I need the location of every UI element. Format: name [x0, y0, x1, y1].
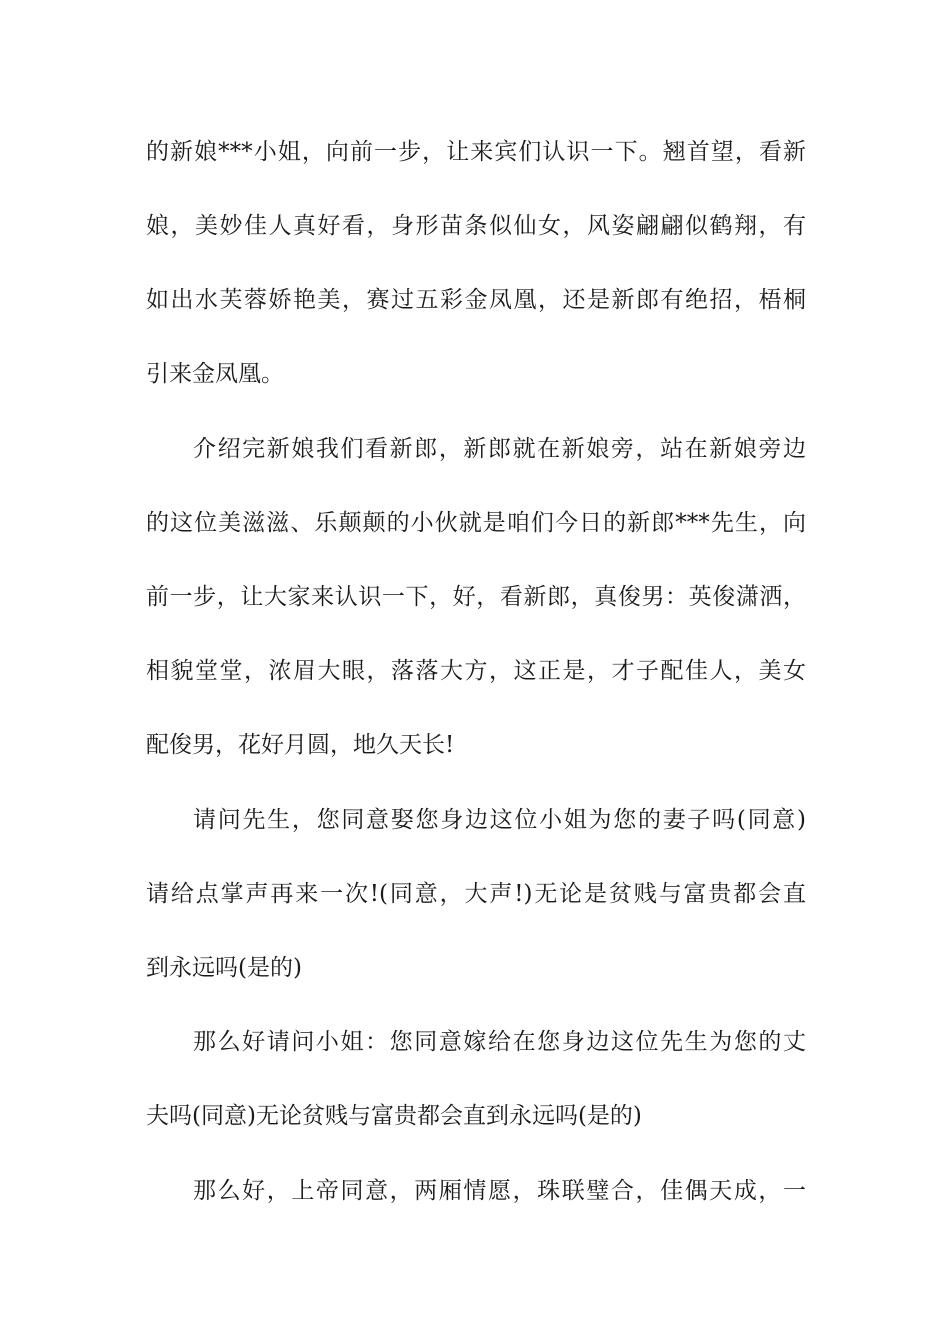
text-line: 前一步，让大家来认识一下，好，看新郎，真俊男：英俊潇洒， [146, 584, 806, 610]
text-line: 相貌堂堂，浓眉大眼，落落大方，这正是，才子配佳人，美女 [146, 658, 806, 684]
text-line: 的这位美滋滋、乐颠颠的小伙就是咱们今日的新郎***先生，向 [146, 510, 806, 536]
text-line: 的新娘***小姐，向前一步，让来宾们认识一下。翘首望，看新 [146, 139, 806, 165]
paragraph-first-line: 那么好请问小姐：您同意嫁给在您身边这位先生为您的丈 [193, 1029, 806, 1055]
text-line: 夫吗(同意)无论贫贱与富贵都会直到永远吗(是的) [146, 1103, 642, 1129]
text-line: 如出水芙蓉娇艳美，赛过五彩金凤凰，还是新郎有绝招，梧桐 [146, 287, 806, 313]
paragraph-first-line: 介绍完新娘我们看新郎，新郎就在新娘旁，站在新娘旁边 [193, 436, 806, 462]
text-line: 配俊男，花好月圆，地久天长! [146, 732, 455, 758]
text-line: 到永远吗(是的) [146, 955, 302, 981]
text-line: 娘，美妙佳人真好看，身形苗条似仙女，风姿翩翩似鹤翔，有 [146, 213, 806, 239]
text-line: 请给点掌声再来一次!(同意，大声!)无论是贫贱与富贵都会直 [146, 881, 806, 907]
paragraph-first-line: 请问先生，您同意娶您身边这位小姐为您的妻子吗(同意) [193, 807, 806, 833]
paragraph-first-line: 那么好，上帝同意，两厢情愿，珠联璧合，佳偶天成，一 [193, 1178, 806, 1204]
text-line: 引来金凤凰。 [146, 361, 284, 387]
